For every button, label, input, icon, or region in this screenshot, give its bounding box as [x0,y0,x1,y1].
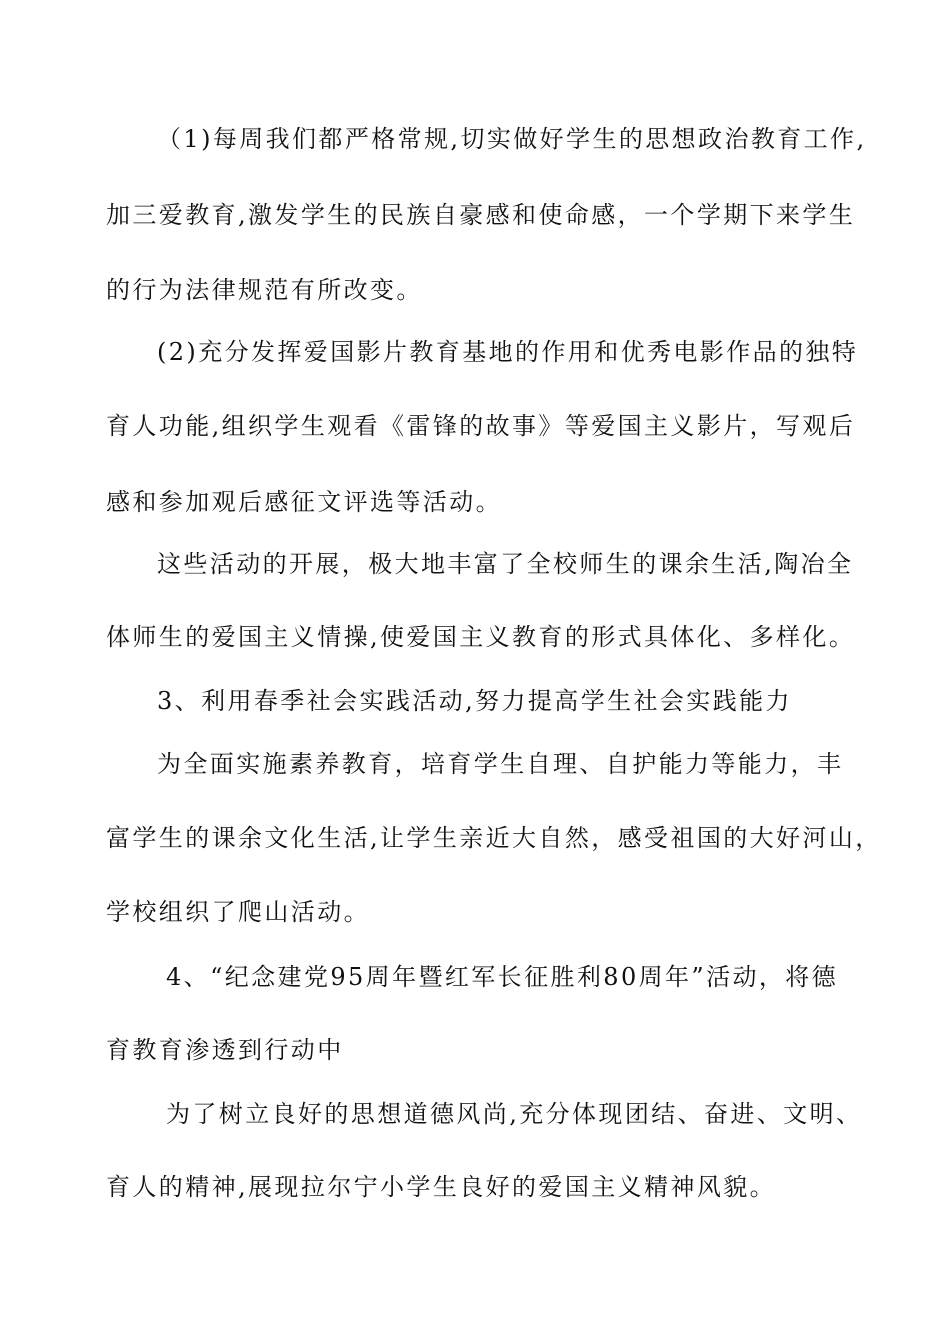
paragraph-1-line-3: 的行为法律规范有所改变。 [106,276,423,304]
paragraph-2-line-1: (2)充分发挥爱国影片教育基地的作用和优秀电影作品的独特 [157,338,859,366]
section-3-heading: 3、利用春季社会实践活动,努力提高学生社会实践能力 [157,687,792,715]
section-4-heading-line-1: 4、“纪念建党95周年暨红军长征胜利80周年”活动，将德 [166,963,839,991]
paragraph-2-line-3: 感和参加观后感征文评选等活动。 [106,488,502,516]
paragraph-1-line-2: 加三爱教育,激发学生的民族自豪感和使命感，一个学期下来学生 [106,201,856,229]
paragraph-5-line-2: 育人的精神,展现拉尔宁小学生良好的爱国主义精神风貌。 [106,1173,777,1201]
paragraph-1-line-1: （1)每周我们都严格常规,切实做好学生的思想政治教育工作, [157,125,867,153]
paragraph-4-line-3: 学校组织了爬山活动。 [106,898,370,926]
paragraph-3-line-2: 体师生的爱国主义情操,使爱国主义教育的形式具体化、多样化。 [106,623,856,651]
paragraph-5-line-1: 为了树立良好的思想道德风尚,充分体现团结、奋进、文明、 [166,1100,863,1128]
paragraph-4-line-1: 为全面实施素养教育，培育学生自理、自护能力等能力，丰 [157,750,844,778]
section-4-heading-line-2: 育教育渗透到行动中 [106,1036,344,1064]
paragraph-2-line-2: 育人功能,组织学生观看《雷锋的故事》等爱国主义影片，写观后 [106,412,856,440]
paragraph-3-line-1: 这些活动的开展，极大地丰富了全校师生的课余生活,陶冶全 [157,550,854,578]
paragraph-4-line-2: 富学生的课余文化生活,让学生亲近大自然，感受祖国的大好河山， [106,824,882,852]
